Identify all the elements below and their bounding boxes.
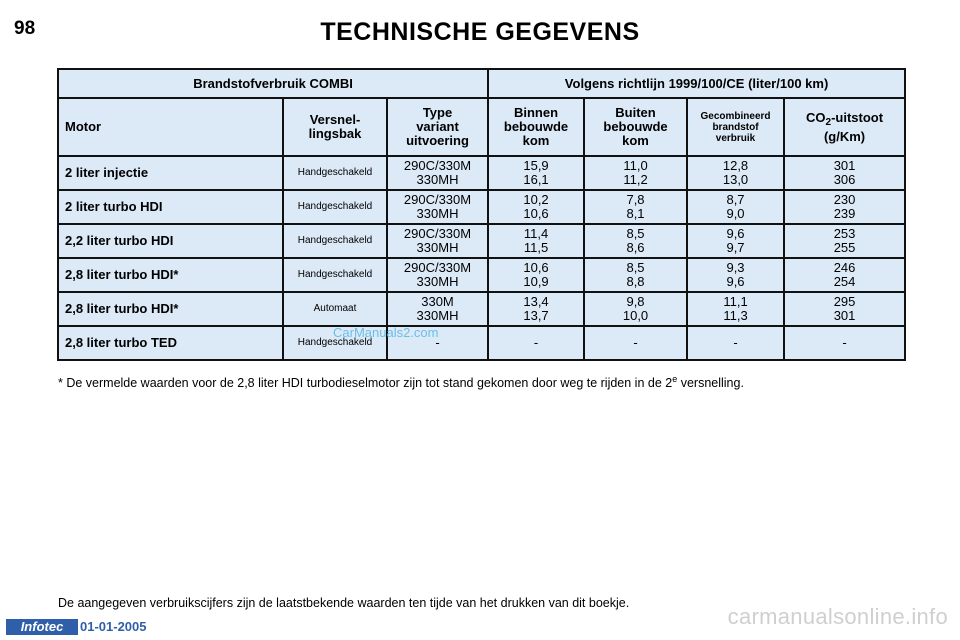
footnote-superscript: e: [672, 374, 678, 384]
cell-co2: 253 255: [784, 224, 905, 258]
cell-urban: -: [488, 326, 584, 360]
cell-urban: 10,6 10,9: [488, 258, 584, 292]
footnote: [58, 374, 744, 390]
table-body: [58, 156, 905, 360]
table-row: [58, 190, 905, 224]
page-number: 98: [14, 18, 36, 39]
column-header-motor: Motor: [58, 98, 283, 156]
footnote-text: * De vermelde waarden voor de 2,8 liter HDI turbodieselmotor zijn tot stand gekomen door weg te rijden in de 2: [58, 376, 673, 391]
column-header-extra-urban: Buiten bebouwde kom: [584, 98, 687, 156]
directive-header: Volgens richtlijn 1999/100/CE (liter/100 km): [488, 69, 905, 98]
table-column-header-row: [58, 98, 905, 156]
cell-type: -: [387, 326, 488, 360]
column-header-urban: Binnen bebouwde kom: [488, 98, 584, 156]
cell-combined: 9,3 9,6: [687, 258, 784, 292]
cell-co2: 295 301: [784, 292, 905, 326]
cell-type: 290C/330M 330MH: [387, 224, 488, 258]
cell-gearbox: Automaat: [283, 292, 387, 326]
co2-suffix: -uitstoot: [831, 109, 884, 125]
cell-motor: 2,8 liter turbo HDI*: [58, 258, 283, 292]
cell-co2: -: [784, 326, 905, 360]
column-header-co2: [784, 98, 905, 156]
cell-combined: 9,6 9,7: [687, 224, 784, 258]
co2-subscript: 2: [825, 116, 832, 128]
column-header-combined: Gecombineerd brandstof verbruik: [687, 98, 784, 156]
cell-co2: 230 239: [784, 190, 905, 224]
watermark-carmanualsonline: carmanualsonline.info: [727, 604, 948, 629]
table-row: [58, 156, 905, 190]
cell-motor: 2,8 liter turbo TED: [58, 326, 283, 360]
cell-extra-urban: 11,0 11,2: [584, 156, 687, 190]
cell-urban: 13,4 13,7: [488, 292, 584, 326]
fuel-consumption-header: Brandstofverbruik COMBI: [58, 69, 488, 98]
cell-combined: -: [687, 326, 784, 360]
infotec-logo: Infotec: [6, 619, 78, 635]
cell-extra-urban: 8,5 8,8: [584, 258, 687, 292]
cell-extra-urban: 9,8 10,0: [584, 292, 687, 326]
column-header-gearbox: Versnel- lingsbak: [283, 98, 387, 156]
cell-gearbox: Handgeschakeld: [283, 326, 387, 360]
cell-gearbox: Handgeschakeld: [283, 258, 387, 292]
watermark-carmanuals2: CarManuals2.com: [333, 325, 439, 340]
cell-urban: 15,9 16,1: [488, 156, 584, 190]
cell-urban: 10,2 10,6: [488, 190, 584, 224]
column-header-type: Type variant uitvoering: [387, 98, 488, 156]
cell-urban: 11,4 11,5: [488, 224, 584, 258]
cell-gearbox: Handgeschakeld: [283, 190, 387, 224]
cell-motor: 2,8 liter turbo HDI*: [58, 292, 283, 326]
table-top-header-row: [58, 69, 905, 98]
cell-type: 290C/330M 330MH: [387, 258, 488, 292]
table-row: [58, 258, 905, 292]
cell-motor: 2,2 liter turbo HDI: [58, 224, 283, 258]
co2-prefix: CO: [806, 109, 826, 125]
cell-combined: 12,8 13,0: [687, 156, 784, 190]
cell-co2: 246 254: [784, 258, 905, 292]
cell-combined: 8,7 9,0: [687, 190, 784, 224]
table-row: [58, 292, 905, 326]
page-title: TECHNISCHE GEGEVENS: [320, 18, 640, 46]
footer-date: 01-01-2005: [80, 619, 147, 634]
cell-co2: 301 306: [784, 156, 905, 190]
cell-type: 290C/330M 330MH: [387, 156, 488, 190]
cell-type: 330M 330MH: [387, 292, 488, 326]
cell-extra-urban: 8,5 8,6: [584, 224, 687, 258]
cell-gearbox: Handgeschakeld: [283, 224, 387, 258]
table-row: [58, 224, 905, 258]
table-row: [58, 326, 905, 360]
cell-combined: 11,1 11,3: [687, 292, 784, 326]
cell-motor: 2 liter injectie: [58, 156, 283, 190]
cell-motor: 2 liter turbo HDI: [58, 190, 283, 224]
co2-unit: (g/Km): [823, 128, 866, 144]
cell-type: 290C/330M 330MH: [387, 190, 488, 224]
cell-gearbox: Handgeschakeld: [283, 156, 387, 190]
footnote-suffix: versnelling.: [677, 376, 744, 391]
fuel-consumption-table: [57, 68, 906, 361]
bottom-note: De aangegeven verbruikscijfers zijn de laatstbekende waarden ten tijde van het drukken van dit boekje.: [58, 596, 630, 610]
cell-extra-urban: 7,8 8,1: [584, 190, 687, 224]
cell-extra-urban: -: [584, 326, 687, 360]
